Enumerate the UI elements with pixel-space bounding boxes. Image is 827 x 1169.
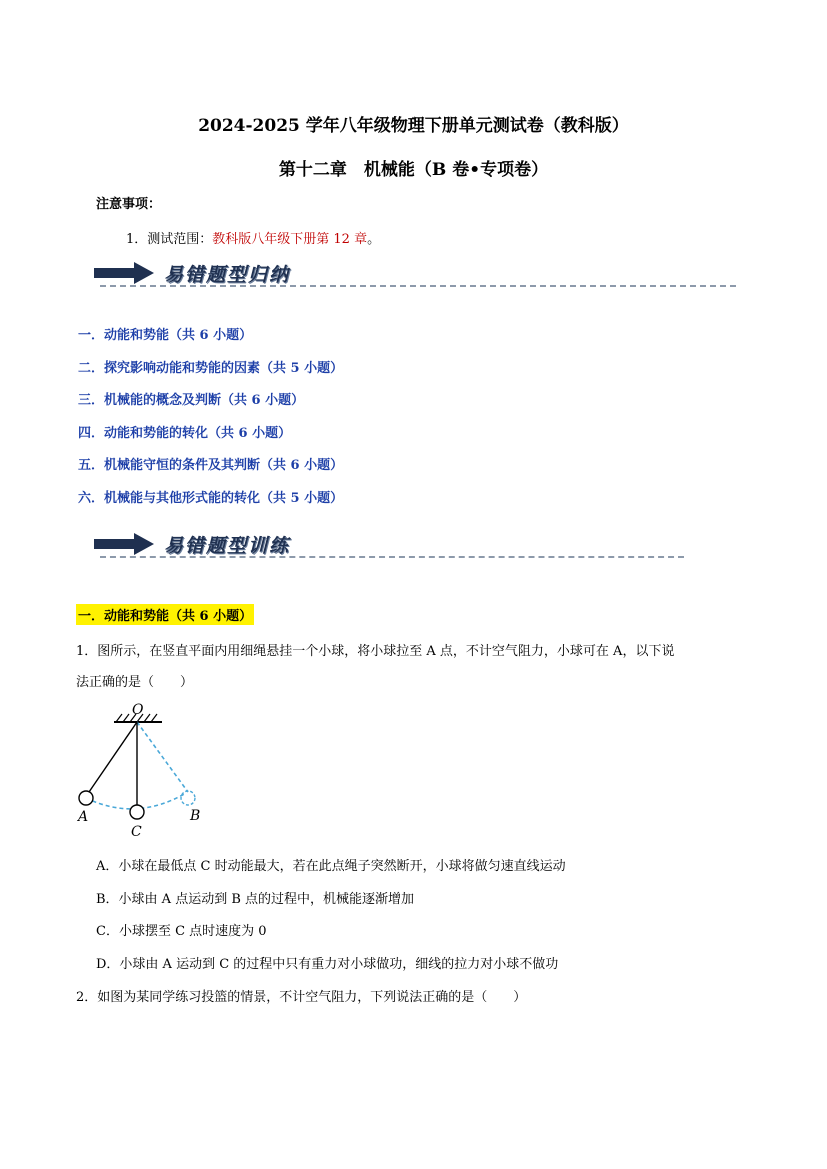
banner-divider bbox=[100, 556, 684, 558]
page-subtitle: 第十二章 机械能（B 卷•专项卷） bbox=[278, 160, 549, 180]
arrow-icon bbox=[92, 261, 160, 285]
toc-item-4[interactable]: 四．动能和势能的转化（共 6 小题） bbox=[78, 426, 292, 441]
notice-item-prefix: 1．测试范围： bbox=[126, 232, 213, 247]
label-c: C bbox=[131, 824, 142, 840]
question-2-stem: 2．如图为某同学练习投篮的情景，不计空气阻力，下列说法正确的是（ ） bbox=[76, 990, 527, 1005]
arrow-icon bbox=[92, 532, 160, 556]
question-1-stem-line1: 1．图所示，在竖直平面内用细绳悬挂一个小球，将小球拉至 A 点，不计空气阻力，小球可在 A，以下说 bbox=[76, 644, 675, 659]
toc-item-5[interactable]: 五．机械能守恒的条件及其判断（共 6 小题） bbox=[78, 458, 344, 473]
banner-training-label: 易错题型训练 bbox=[164, 535, 291, 557]
label-b: B bbox=[190, 808, 201, 824]
section-heading: 一．动能和势能（共 6 小题） bbox=[76, 604, 254, 625]
toc-item-1[interactable]: 一．动能和势能（共 6 小题） bbox=[78, 328, 253, 343]
label-a: A bbox=[78, 809, 89, 825]
option-c[interactable]: C．小球摆至 C 点时速度为 0 bbox=[96, 924, 267, 939]
toc-item-3[interactable]: 三．机械能的概念及判断（共 6 小题） bbox=[78, 393, 305, 408]
pendulum-figure bbox=[74, 700, 224, 845]
option-b[interactable]: B．小球由 A 点运动到 B 点的过程中，机械能逐渐增加 bbox=[96, 892, 415, 907]
banner-summary bbox=[92, 257, 742, 291]
notice-item bbox=[126, 228, 380, 247]
option-a[interactable]: A．小球在最低点 C 时动能最大，若在此点绳子突然断开，小球将做匀速直线运动 bbox=[96, 859, 566, 874]
question-1-stem-line2: 法正确的是（ ） bbox=[76, 675, 194, 690]
notice-item-scope: 教科版八年级下册第 12 章 bbox=[212, 232, 368, 247]
toc-item-2[interactable]: 二．探究影响动能和势能的因素（共 5 小题） bbox=[78, 361, 344, 376]
option-d[interactable]: D．小球由 A 运动到 C 的过程中只有重力对小球做功，细线的拉力对小球不做功 bbox=[96, 957, 559, 972]
banner-training bbox=[92, 528, 692, 562]
notice-item-suffix: 。 bbox=[367, 232, 381, 247]
page-title: 2024-2025 学年八年级物理下册单元测试卷（教科版） bbox=[198, 116, 629, 136]
banner-summary-label: 易错题型归纳 bbox=[164, 264, 291, 286]
toc-item-6[interactable]: 六．机械能与其他形式能的转化（共 5 小题） bbox=[78, 491, 344, 506]
notice-heading: 注意事项： bbox=[96, 197, 162, 212]
label-o: O bbox=[132, 702, 144, 718]
banner-divider bbox=[100, 285, 736, 287]
